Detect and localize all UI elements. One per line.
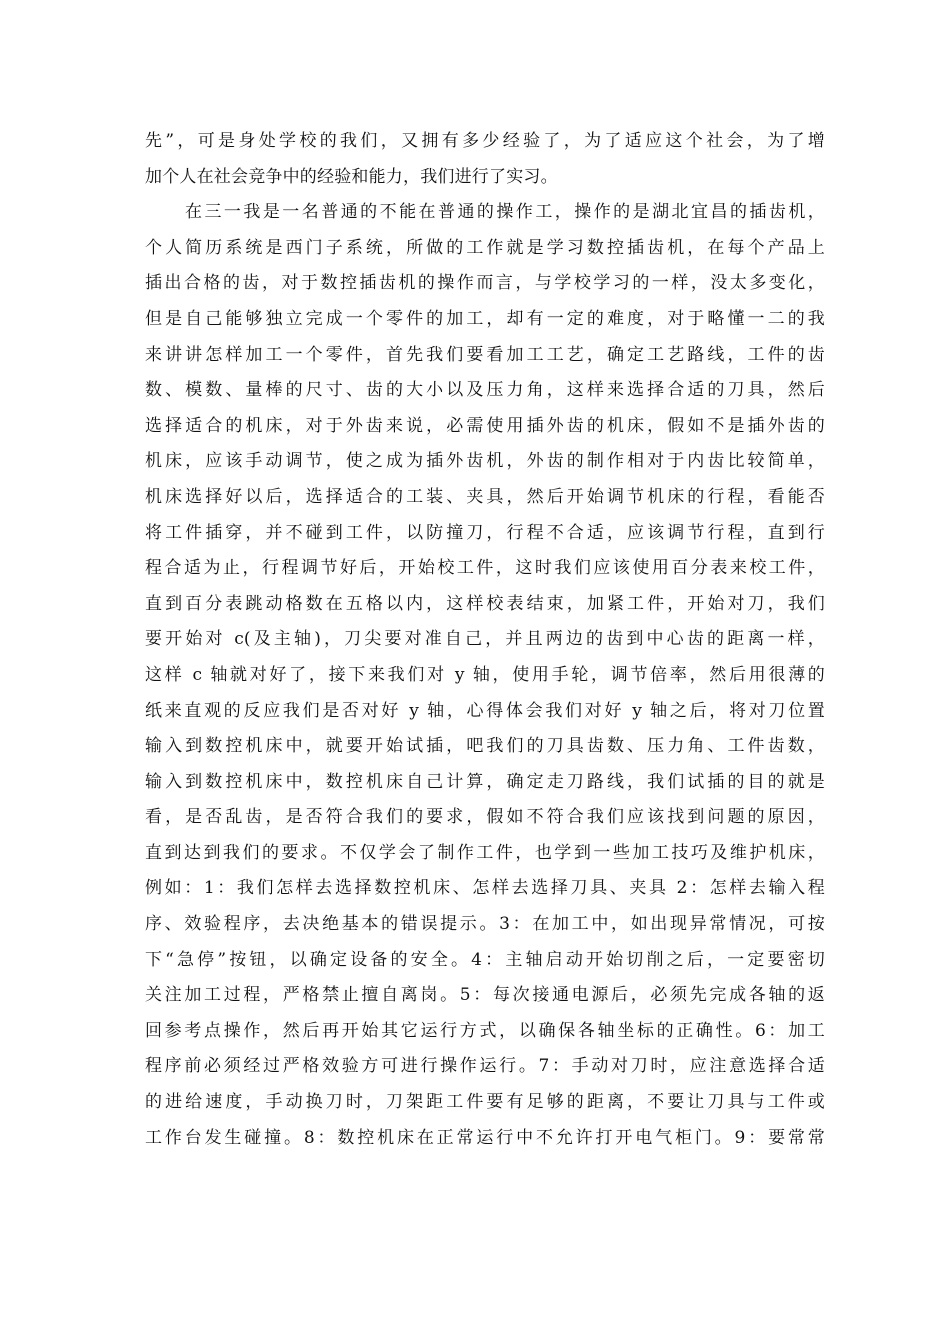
text-line: 回参考点操作，然后再开始其它运行方式，以确保各轴坐标的正确性。6：加工	[145, 1020, 825, 1041]
text-line: 程序前必须经过严格效验方可进行操作运行。7：手动对刀时，应注意选择合适	[145, 1056, 825, 1077]
text-line: 的进给速度，手动换刀时，刀架距工件要有足够的距离，不要让刀具与工件或	[145, 1092, 825, 1113]
text-line: 序、效验程序，去决绝基本的错误提示。3：在加工中，如出现异常情况，可按	[145, 914, 825, 935]
text-line: 直到百分表跳动格数在五格以内，这样校表结束，加紧工件，开始对刀，我们	[145, 593, 825, 614]
text-line: 机床，应该手动调节，使之成为插外齿机，外齿的制作相对于内齿比较简单，	[145, 451, 825, 472]
text-line: 直到达到我们的要求。不仅学会了制作工件，也学到一些加工技巧及维护机床，	[145, 842, 825, 863]
text-line: 纸来直观的反应我们是否对好 y 轴，心得体会我们对好 y 轴之后，将对刀位置	[145, 700, 825, 721]
text-line: 将工件插穿，并不碰到工件，以防撞刀，行程不合适，应该调节行程，直到行	[145, 522, 825, 543]
text-line: 机床选择好以后，选择适合的工装、夹具，然后开始调节机床的行程，看能否	[145, 486, 825, 507]
body-text	[145, 124, 825, 1156]
text-line: 关注加工过程，严格禁止擅自离岗。5：每次接通电源后，必须先完成各轴的返	[145, 985, 825, 1006]
text-line: 选择适合的机床，对于外齿来说，必需使用插外齿的机床，假如不是插外齿的	[145, 415, 825, 436]
text-line: 先”，可是身处学校的我们，又拥有多少经验了，为了适应这个社会，为了增	[145, 131, 825, 151]
paragraph-first-line: 在三一我是一名普通的不能在普通的操作工，操作的是湖北宜昌的插齿机，	[185, 202, 825, 223]
text-line: 但是自己能够独立完成一个零件的加工，却有一定的难度，对于略懂一二的我	[145, 308, 825, 329]
text-line: 例如：1：我们怎样去选择数控机床、怎样去选择刀具、夹具 2：怎样去输入程	[145, 878, 825, 899]
text-line: 加个人在社会竞争中的经验和能力，我们进行了实习。	[145, 166, 558, 187]
text-line: 工作台发生碰撞。8：数控机床在正常运行中不允许打开电气柜门。9：要常常	[145, 1127, 825, 1148]
text-line: 输入到数控机床中，就要开始试插，吧我们的刀具齿数、压力角、工件齿数，	[145, 736, 825, 757]
text-line: 插出合格的齿，对于数控插齿机的操作而言，与学校学习的一样，没太多变化，	[145, 273, 825, 294]
text-line: 来讲讲怎样加工一个零件，首先我们要看加工工艺，确定工艺路线，工件的齿	[145, 344, 825, 365]
text-line: 个人简历系统是西门子系统，所做的工作就是学习数控插齿机，在每个产品上	[145, 237, 825, 258]
text-line: 数、模数、量棒的尺寸、齿的大小以及压力角，这样来选择合适的刀具，然后	[145, 380, 825, 401]
text-line: 下“急停”按钮，以确定设备的安全。4：主轴启动开始切削之后，一定要密切	[145, 949, 825, 970]
text-line: 程合适为止，行程调节好后，开始校工件，这时我们应该使用百分表来校工件，	[145, 558, 825, 579]
text-line: 要开始对 c(及主轴)，刀尖要对准自己，并且两边的齿到中心齿的距离一样，	[145, 629, 825, 650]
text-line: 看，是否乱齿，是否符合我们的要求，假如不符合我们应该找到问题的原因，	[145, 807, 825, 828]
text-line: 这样 c 轴就对好了，接下来我们对 y 轴，使用手轮，调节倍率，然后用很薄的	[145, 664, 825, 685]
text-line: 输入到数控机床中，数控机床自己计算，确定走刀路线，我们试插的目的就是	[145, 771, 825, 792]
